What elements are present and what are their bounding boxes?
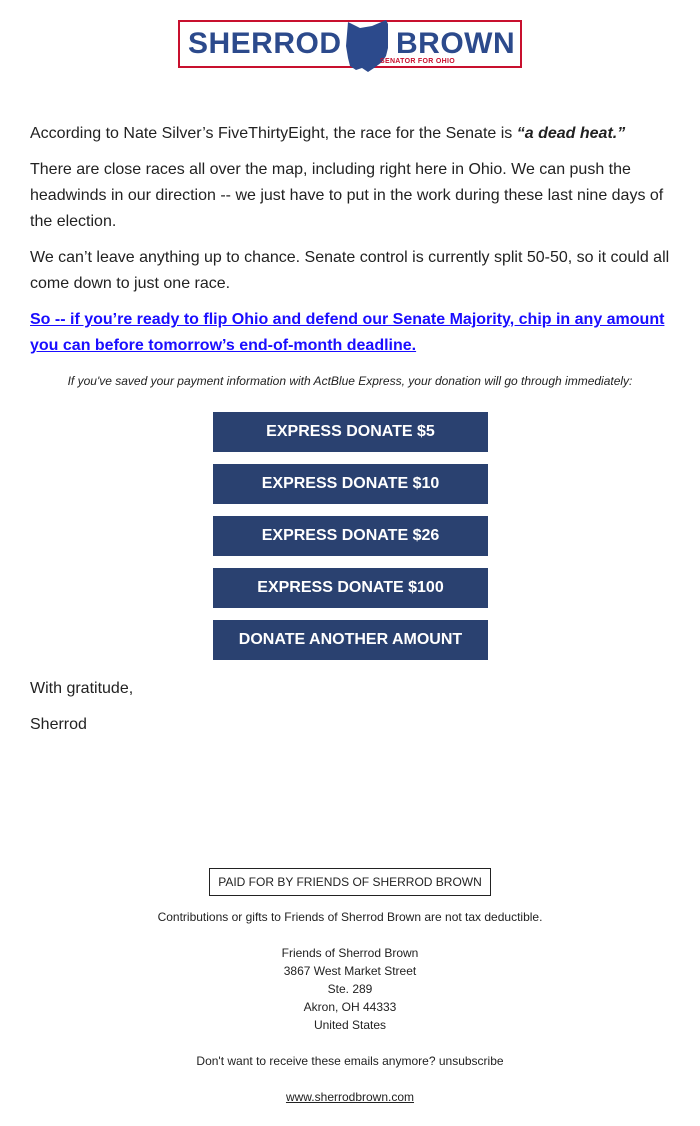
address-city: Akron, OH 44333 [303, 1000, 397, 1014]
actblue-express-note: If you've saved your payment information with ActBlue Express, your donation will go through immediately: [67, 374, 633, 388]
unsubscribe-line [0, 1052, 700, 1070]
unsubscribe-prompt: Don't want to receive these emails anymore? [196, 1054, 436, 1068]
ohio-state-icon [342, 18, 394, 74]
paragraph-2: There are close races all over the map, including right here in Ohio. We can push the headwinds in our direction -- we just have to put in the work during these last nine days of the election. [30, 161, 664, 230]
express-donate-26-button[interactable]: EXPRESS DONATE $26 [213, 516, 488, 556]
address-street: 3867 West Market Street [283, 964, 417, 978]
express-donate-10-button[interactable]: EXPRESS DONATE $10 [213, 464, 488, 504]
paragraph-1 [30, 121, 670, 147]
closing-line: With gratitude, [30, 680, 134, 697]
express-donate-5-button[interactable]: EXPRESS DONATE $5 [213, 412, 488, 452]
donate-another-amount-button[interactable]: DONATE ANOTHER AMOUNT [213, 620, 488, 660]
unsubscribe-link[interactable]: unsubscribe [438, 1054, 504, 1068]
website-link[interactable]: www.sherrodbrown.com [285, 1090, 415, 1104]
paid-for-disclaimer: PAID FOR BY FRIENDS OF SHERROD BROWN [209, 868, 491, 896]
paragraph-1-text: According to Nate Silver’s FiveThirtyEight, the race for the Senate is [30, 125, 517, 142]
address-org: Friends of Sherrod Brown [281, 946, 419, 960]
logo-last-name: BROWN [396, 27, 516, 60]
paragraph-3: We can’t leave anything up to chance. Senate control is currently split 50-50, so it could all come down to just one race. [30, 249, 670, 292]
cta-donate-link[interactable]: So -- if you’re ready to flip Ohio and defend our Senate Majority, chip in any amount you can before tomorrow’s end-of-month deadline. [30, 311, 665, 354]
mailing-address [0, 944, 700, 1034]
dead-heat-emphasis: “a dead heat.” [516, 125, 626, 142]
express-donate-100-button[interactable]: EXPRESS DONATE $100 [213, 568, 488, 608]
sherrod-brown-logo[interactable] [178, 20, 522, 68]
logo-first-name: SHERROD [188, 27, 342, 60]
signature-name: Sherrod [30, 716, 87, 733]
tax-deductible-note: Contributions or gifts to Friends of Sherrod Brown are not tax deductible. [157, 910, 543, 924]
logo-tagline: SENATOR FOR OHIO [380, 58, 455, 65]
address-country: United States [313, 1018, 387, 1032]
address-suite: Ste. 289 [327, 982, 373, 996]
